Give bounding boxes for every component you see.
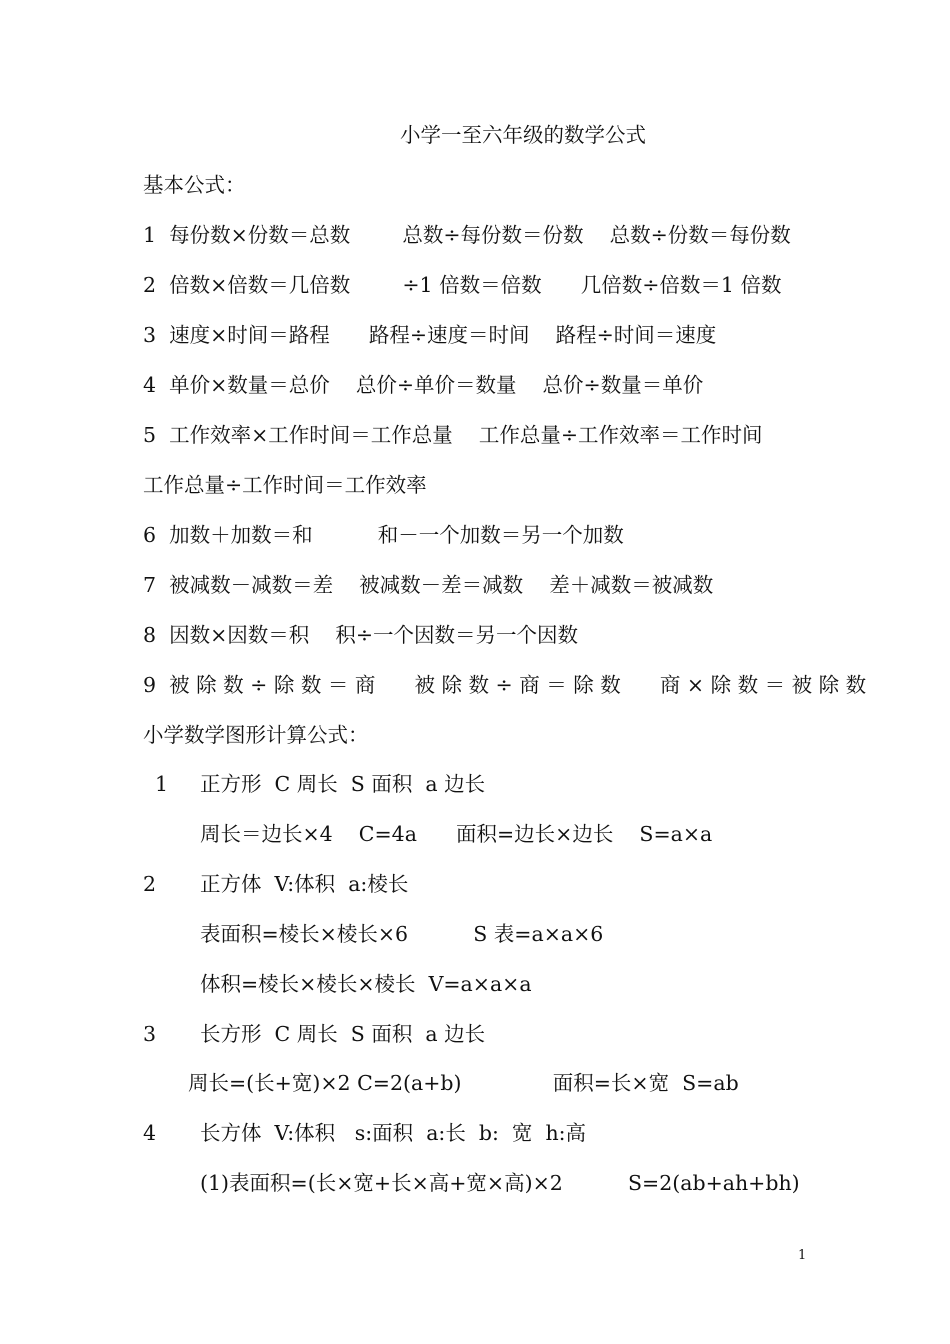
shape-number-1: 1	[155, 772, 169, 796]
formula-line-8: 8 因数×因数＝积 积÷一个因数＝另一个因数	[143, 623, 578, 647]
shape-rectangle-title: 长方形 C 周长 S 面积 a 边长	[200, 1022, 486, 1046]
formula-line-5: 5 工作效率×工作时间＝工作总量 工作总量÷工作效率＝工作时间	[143, 423, 763, 447]
shape-number-2: 2	[143, 872, 157, 896]
shape-number-3: 3	[143, 1022, 157, 1046]
shape-cube-surface-formula: 表面积=棱长×棱长×6 S 表=a×a×6	[200, 922, 604, 946]
document-title: 小学一至六年级的数学公式	[400, 123, 646, 147]
formula-line-9: 9 被 除 数 ÷ 除 数 ＝ 商 被 除 数 ÷ 商 ＝ 除 数 商 × 除 数 ＝ 被 除 数	[143, 673, 867, 697]
shape-square-title: 正方形 C 周长 S 面积 a 边长	[200, 772, 486, 796]
formula-line-7: 7 被减数－减数＝差 被减数－差＝减数 差＋减数＝被减数	[143, 573, 714, 597]
formula-line-2: 2 倍数×倍数＝几倍数 ÷1 倍数＝倍数 几倍数÷倍数＝1 倍数	[143, 273, 782, 297]
formula-line-4: 4 单价×数量＝总价 总价÷单价＝数量 总价÷数量＝单价	[143, 373, 704, 397]
formula-line-1: 1 每份数×份数＝总数 总数÷每份数＝份数 总数÷份数＝每份数	[143, 223, 791, 247]
formula-line-5-continued: 工作总量÷工作时间＝工作效率	[143, 473, 427, 497]
formula-line-3: 3 速度×时间＝路程 路程÷速度＝时间 路程÷时间＝速度	[143, 323, 717, 347]
page-number: 1	[798, 1248, 807, 1263]
shape-cube-volume-formula: 体积=棱长×棱长×棱长 V=a×a×a	[200, 972, 532, 996]
shape-cuboid-title: 长方体 V:体积 s:面积 a:长 b: 宽 h:高	[200, 1121, 587, 1145]
section-heading-shapes: 小学数学图形计算公式：	[143, 723, 369, 747]
shape-rectangle-formula: 周长=(长+宽)×2 C=2(a+b) 面积=长×宽 S=ab	[188, 1071, 739, 1095]
shape-cube-title: 正方体 V:体积 a:棱长	[200, 872, 409, 896]
shape-cuboid-surface-formula: (1)表面积=(长×宽+长×高+宽×高)×2 S=2(ab+ah+bh)	[200, 1171, 800, 1195]
shape-square-formula: 周长＝边长×4 C=4a 面积=边长×边长 S=a×a	[200, 822, 713, 846]
shape-number-4: 4	[143, 1121, 157, 1145]
formula-line-6: 6 加数＋加数＝和 和－一个加数＝另一个加数	[143, 523, 624, 547]
section-heading-basic: 基本公式：	[143, 173, 246, 197]
